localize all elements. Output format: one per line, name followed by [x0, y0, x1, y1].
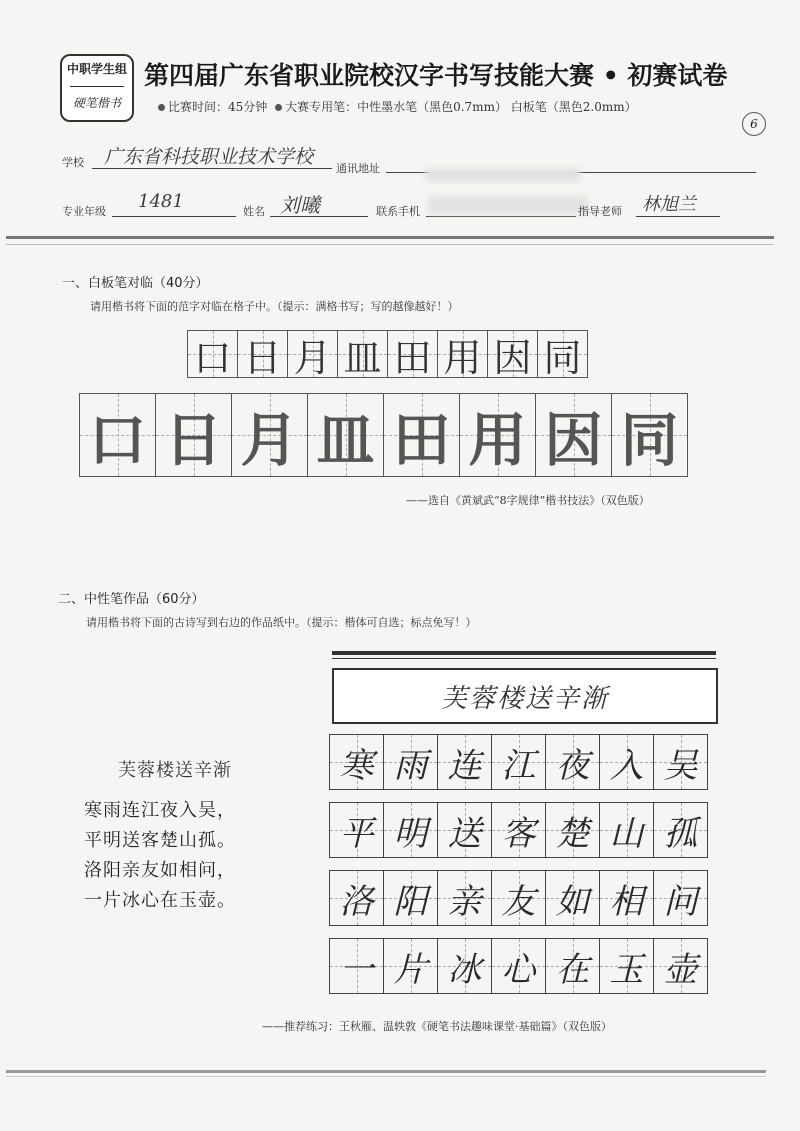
redacted-phone — [428, 196, 588, 214]
paper-cell[interactable]: 亲 — [437, 870, 492, 926]
address-label: 通讯地址 — [336, 162, 380, 175]
paper-cell[interactable]: 一 — [329, 938, 384, 994]
paper-title-box[interactable] — [332, 668, 718, 724]
exam-pens: 大赛专用笔：中性墨水笔（黑色0.7mm） 白板笔（黑色2.0mm） — [285, 100, 637, 114]
paper-cell[interactable]: 送 — [437, 802, 492, 858]
badge-group-label: 中职学生组 — [66, 62, 127, 76]
school-label: 学校 — [62, 156, 84, 169]
section1-source: ——选自《黄斌武“8字规律”楷书技法》（双色版） — [406, 494, 650, 507]
paper-cell[interactable]: 问 — [653, 870, 708, 926]
paper-cell[interactable]: 如 — [545, 870, 600, 926]
paper-cell[interactable]: 夜 — [545, 734, 600, 790]
header-divider — [6, 236, 774, 239]
paper-cell[interactable]: 片 — [383, 938, 438, 994]
section2-instruction: 请用楷书将下面的古诗写到右边的作品纸中。（提示：楷体可自选；标点免写！） — [86, 616, 477, 629]
model-cell: 皿 — [337, 330, 388, 378]
name-field[interactable] — [270, 194, 368, 217]
model-char-grid — [188, 330, 588, 378]
name-label: 姓名 — [243, 205, 265, 218]
writing-cell[interactable]: 同 — [611, 393, 688, 477]
paper-cell[interactable]: 阳 — [383, 870, 438, 926]
header-divider-thin — [6, 244, 774, 245]
paper-cell[interactable]: 明 — [383, 802, 438, 858]
grade-field[interactable] — [112, 191, 236, 217]
paper-cell[interactable]: 雨 — [383, 734, 438, 790]
paper-top-line — [332, 658, 716, 659]
teacher-label: 指导老师 — [578, 205, 622, 218]
paper-cell[interactable]: 玉 — [599, 938, 654, 994]
section2-recommendation: ——推荐练习：王秋雁、温轶敦《硬笔书法趣味课堂·基础篇》（双色版） — [262, 1020, 612, 1033]
paper-row — [330, 938, 708, 994]
badge-category-label: 硬笔楷书 — [72, 96, 121, 110]
poem-line: 寒雨连江夜入吴， — [84, 800, 236, 821]
writing-cell[interactable]: 皿 — [307, 393, 384, 477]
bullet-icon — [275, 104, 282, 111]
exam-time: 比赛时间：45分钟 — [168, 100, 268, 114]
grade-value: 1481 — [138, 191, 184, 212]
model-cell: 用 — [437, 330, 488, 378]
footer-divider-thin — [6, 1076, 766, 1077]
badge-divider — [70, 86, 124, 87]
page-number-mark: 6 — [742, 112, 766, 136]
teacher-value: 林旭兰 — [642, 194, 696, 215]
paper-top-band — [332, 651, 716, 655]
paper-row — [330, 734, 708, 790]
redacted-address — [425, 168, 580, 182]
paper-cell[interactable]: 入 — [599, 734, 654, 790]
poem-line: 洛阳亲友如相问， — [84, 860, 236, 881]
writing-cell[interactable]: 口 — [79, 393, 156, 477]
section1-instruction: 请用楷书将下面的范字对临在格子中。（提示：满格书写；写的越像越好！） — [90, 300, 459, 313]
model-cell: 田 — [387, 330, 438, 378]
writing-cell[interactable]: 日 — [155, 393, 232, 477]
paper-cell[interactable]: 壶 — [653, 938, 708, 994]
grade-label: 专业年级 — [62, 205, 106, 218]
section1-heading: 一、白板笔对临（40分） — [62, 276, 209, 291]
section2-heading: 二、中性笔作品（60分） — [58, 592, 205, 607]
paper-cell[interactable]: 相 — [599, 870, 654, 926]
paper-cell[interactable]: 在 — [545, 938, 600, 994]
paper-row — [330, 802, 708, 858]
paper-cell[interactable]: 楚 — [545, 802, 600, 858]
student-char-grid — [80, 393, 688, 477]
paper-cell[interactable]: 江 — [491, 734, 546, 790]
model-cell: 口 — [187, 330, 238, 378]
exam-info — [158, 98, 637, 115]
writing-cell[interactable]: 因 — [535, 393, 612, 477]
writing-cell[interactable]: 用 — [459, 393, 536, 477]
school-value: 广东省科技职业技术学校 — [104, 146, 314, 168]
paper-cell[interactable]: 心 — [491, 938, 546, 994]
name-value: 刘曦 — [280, 193, 320, 217]
page-title: 第四届广东省职业院校汉字书写技能大赛 • 初赛试卷 — [144, 61, 728, 90]
paper-cell[interactable]: 山 — [599, 802, 654, 858]
model-cell: 日 — [237, 330, 288, 378]
bullet-icon — [158, 104, 165, 111]
paper-row — [330, 870, 708, 926]
phone-label: 联系手机 — [376, 205, 420, 218]
paper-cell[interactable]: 平 — [329, 802, 384, 858]
school-field[interactable] — [92, 146, 332, 169]
paper-cell[interactable]: 孤 — [653, 802, 708, 858]
paper-cell[interactable]: 友 — [491, 870, 546, 926]
poem-title: 芙蓉楼送辛渐 — [118, 760, 232, 781]
model-cell: 因 — [487, 330, 538, 378]
writing-cell[interactable]: 田 — [383, 393, 460, 477]
poem-line: 平明送客楚山孤。 — [84, 830, 236, 851]
paper-cell[interactable]: 洛 — [329, 870, 384, 926]
writing-cell[interactable]: 月 — [231, 393, 308, 477]
paper-cell[interactable]: 连 — [437, 734, 492, 790]
model-cell: 同 — [537, 330, 588, 378]
paper-cell[interactable]: 吴 — [653, 734, 708, 790]
paper-cell[interactable]: 客 — [491, 802, 546, 858]
model-cell: 月 — [287, 330, 338, 378]
poem-line: 一片冰心在玉壶。 — [84, 890, 236, 911]
paper-cell[interactable]: 冰 — [437, 938, 492, 994]
paper-title: 芙蓉楼送辛渐 — [440, 683, 609, 714]
paper-cell[interactable]: 寒 — [329, 734, 384, 790]
footer-divider — [6, 1070, 766, 1073]
group-badge — [60, 54, 134, 122]
teacher-field[interactable] — [636, 196, 720, 217]
